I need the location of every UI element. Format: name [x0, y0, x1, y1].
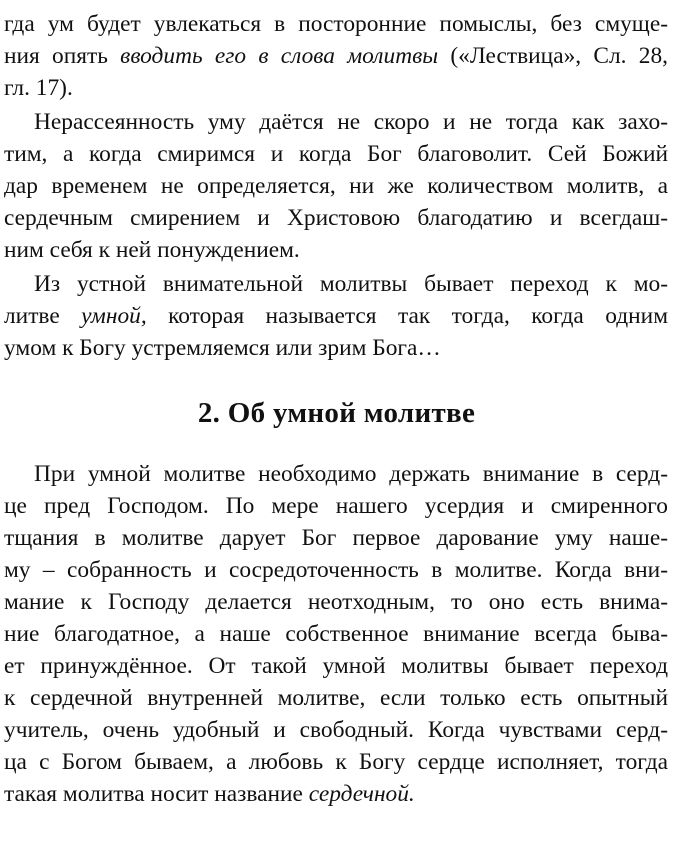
text-line: тщания в молитве дарует Бог первое дарование уму наше- [4, 525, 668, 551]
text-line [4, 778, 668, 810]
text-fragment: литве [4, 303, 82, 329]
text-line: му – собранность и сосредоточенность в молитве. Когда вни- [4, 557, 668, 583]
text-line: к сердечной внутренней молитве, если только есть опытный [4, 685, 668, 711]
text-line: ца с Богом бываем, а любовь к Богу сердце исполняет, тогда [4, 749, 668, 775]
text-line: гл. 17). [4, 75, 73, 101]
text-line: При умной молитве необходимо держать внимание в серд- [34, 461, 668, 487]
text-fragment: («Лествица», Сл. 28, [438, 43, 668, 69]
text-line: Из устной внимательной молитвы бывает переход к мо- [34, 271, 668, 297]
italic-term: умной, [81, 303, 147, 329]
text-line: ние благодатное, а наше собственное внимание всегда быва- [4, 621, 668, 647]
italic-term: сердечной. [308, 781, 415, 807]
text-line: Нерассеянность уму даётся не скоро и не тогда как захо- [34, 109, 668, 135]
text-fragment: такая молитва носит название [4, 781, 309, 807]
text-fragment: ния опять [4, 43, 121, 69]
italic-quote: вводить его в слова молитвы [120, 43, 439, 69]
text-line: дар временем не определяется, ни же количеством молитв, а [4, 173, 668, 199]
text-line: ет принуждённое. От такой умной молитвы бывает переход [4, 653, 668, 679]
section-heading: 2. Об умной молитве [197, 397, 476, 429]
text-line: сердечным смирением и Христовою благодатию и всегдаш- [4, 205, 668, 231]
text-line: це пред Господом. По мере нашего усердия и смиренного [4, 493, 668, 519]
text-line: умом к Богу устремляемся или зрим Бога… [4, 335, 441, 361]
text-fragment: которая называется так тогда, когда одним [146, 303, 668, 329]
text-line: ним себя к ней понуждением. [4, 237, 300, 263]
text-line: тим, а когда смиримся и когда Бог благоволит. Сей Божий [4, 141, 668, 167]
text-line: учитель, очень удобный и свободный. Когда чувствами серд- [4, 717, 668, 743]
text-line [4, 300, 668, 332]
text-line: мание к Господу делается неотходным, то оно есть внима- [4, 589, 668, 615]
text-line: гда ум будет увлекаться в посторонние помыслы, без смуще- [4, 11, 668, 37]
text-line [4, 40, 668, 72]
